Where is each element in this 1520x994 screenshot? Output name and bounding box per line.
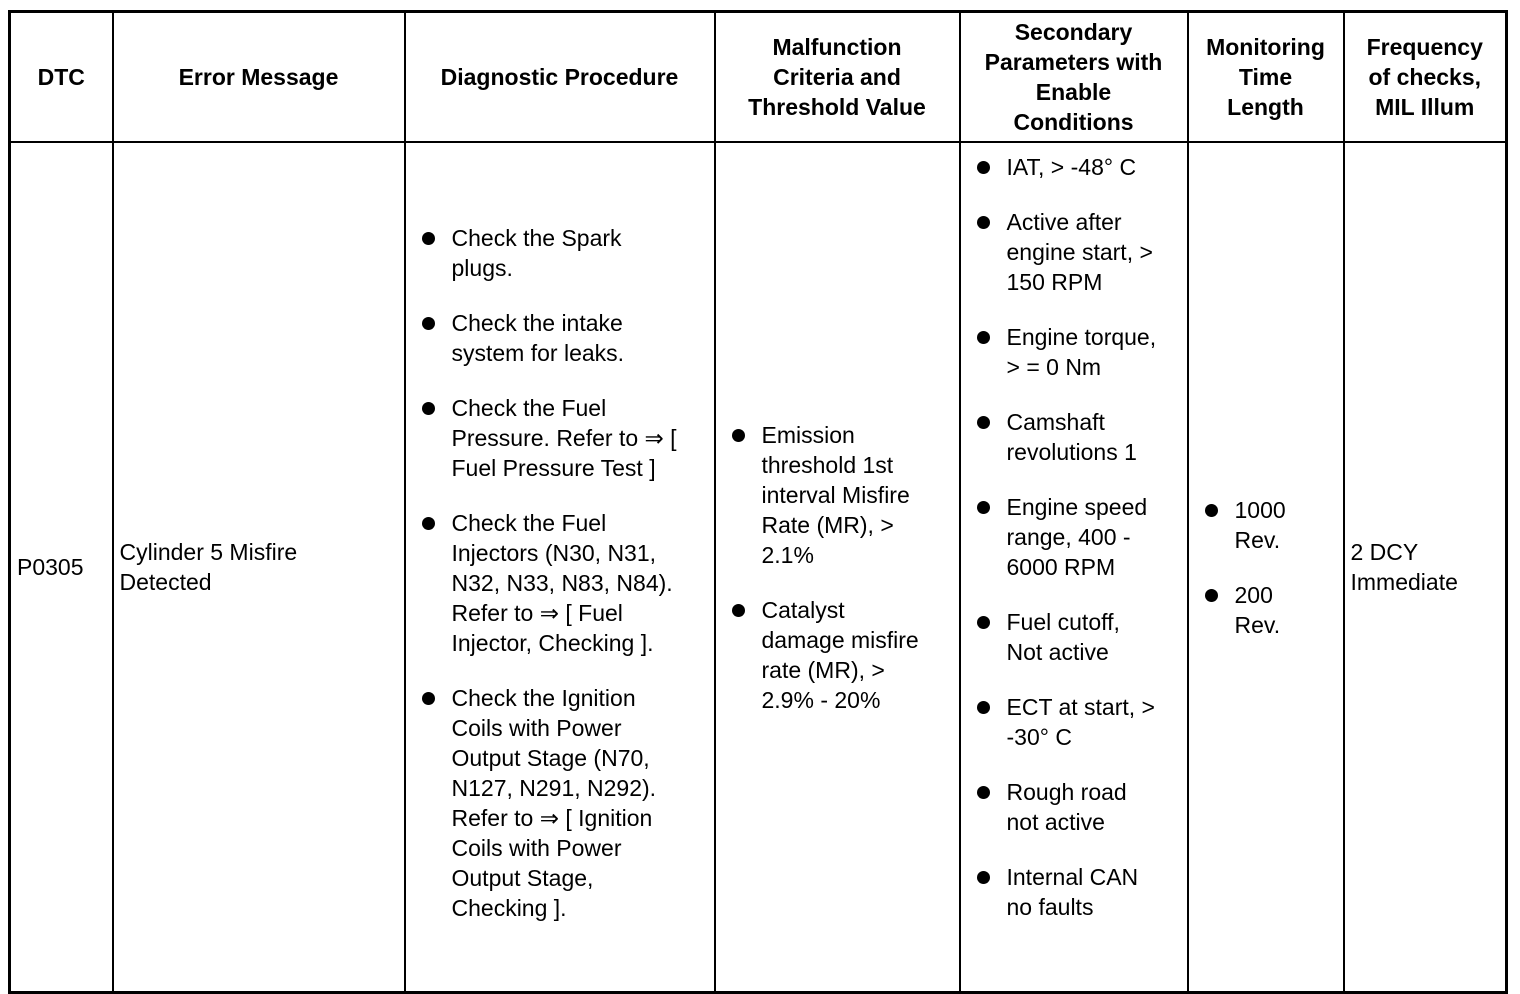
list-item-line: Coils with Power xyxy=(451,715,622,741)
list-item-line: Refer to ⇒ [ Ignition xyxy=(451,805,653,831)
list-item-line: no faults xyxy=(1006,894,1094,920)
list-item-line: Engine torque, xyxy=(1006,324,1157,350)
list-item-line: Emission xyxy=(761,421,855,448)
header-line: of checks, xyxy=(1368,64,1481,90)
list-item-line: 150 RPM xyxy=(1006,269,1103,295)
list-item-line: Rev. xyxy=(1234,611,1281,638)
list-item-line: Coils with Power xyxy=(451,835,622,861)
list-item xyxy=(961,862,1187,922)
list-item-line: rate (MR), > xyxy=(761,656,885,683)
list-item xyxy=(961,607,1187,667)
list-item-line: 200 xyxy=(1234,581,1273,608)
cell-line: 2 DCY xyxy=(1350,539,1419,565)
list-item xyxy=(406,508,714,658)
cell-secondary-parameters xyxy=(960,142,1188,993)
cell-dtc-code: P0305 xyxy=(10,142,113,993)
list-item-line: Rev. xyxy=(1234,526,1281,553)
list-item-line: plugs. xyxy=(451,255,513,281)
header-line: Enable xyxy=(1035,79,1112,105)
header-row xyxy=(10,12,1507,143)
list-item-line: Output Stage (N70, xyxy=(451,745,650,771)
header-line: Length xyxy=(1227,94,1304,120)
list-item-line: Output Stage, xyxy=(451,865,594,891)
list-item-line: Fuel Pressure Test ] xyxy=(451,455,656,481)
header-line: Conditions xyxy=(1013,109,1134,135)
list-item-line: Camshaft xyxy=(1006,409,1105,435)
header-diagnostic-procedure: Diagnostic Procedure xyxy=(405,12,715,143)
list-item-line: range, 400 - xyxy=(1006,524,1131,550)
list-item-line: damage misfire xyxy=(761,626,919,653)
procedure-list xyxy=(406,223,714,923)
cell-frequency xyxy=(1344,142,1507,993)
list-item xyxy=(961,692,1187,752)
list-item-line: Engine speed xyxy=(1006,494,1148,520)
list-item-line: Rough road xyxy=(1006,779,1127,805)
malfunction-list xyxy=(716,420,959,715)
header-line: Monitoring xyxy=(1206,34,1325,60)
cell-malfunction-criteria xyxy=(715,142,960,993)
header-frequency xyxy=(1344,12,1507,143)
header-line: Frequency xyxy=(1366,34,1483,60)
list-item-line: interval Misfire xyxy=(761,481,910,508)
list-item xyxy=(961,492,1187,582)
header-line: Criteria and xyxy=(773,64,901,90)
list-item-line: Not active xyxy=(1006,639,1109,665)
list-item xyxy=(406,223,714,283)
cell-line: Immediate xyxy=(1350,569,1458,595)
list-item-line: Check the Spark xyxy=(451,225,622,251)
cell-diagnostic-procedure xyxy=(405,142,715,993)
header-malfunction-criteria xyxy=(715,12,960,143)
cell-line: Cylinder 5 Misfire xyxy=(119,539,298,565)
list-item-line: ECT at start, > xyxy=(1006,694,1155,720)
list-item xyxy=(1189,580,1343,640)
list-item-line: 6000 RPM xyxy=(1006,554,1116,580)
header-line: Parameters with xyxy=(984,49,1163,75)
list-item-line: engine start, > xyxy=(1006,239,1153,265)
cell-monitoring-time xyxy=(1188,142,1344,993)
list-item-line: IAT, > -48° C xyxy=(1006,154,1137,180)
list-item xyxy=(406,683,714,923)
list-item-line: -30° C xyxy=(1006,724,1072,750)
list-item-line: Rate (MR), > xyxy=(761,511,894,538)
header-dtc: DTC xyxy=(10,12,113,143)
header-line: MIL Illum xyxy=(1375,94,1475,120)
list-item xyxy=(961,777,1187,837)
header-line: Malfunction xyxy=(772,34,902,60)
list-item-line: 2.9% - 20% xyxy=(761,686,881,713)
list-item-line: Check the intake xyxy=(451,310,623,336)
list-item-line: 2.1% xyxy=(761,541,814,568)
list-item-line: not active xyxy=(1006,809,1105,835)
list-item xyxy=(961,322,1187,382)
cell-line: Detected xyxy=(119,569,212,595)
list-item xyxy=(716,595,959,715)
list-item xyxy=(961,152,1187,182)
list-item-line: threshold 1st xyxy=(761,451,894,478)
list-item xyxy=(1189,495,1343,555)
header-line: Time xyxy=(1238,64,1293,90)
monitoring-list xyxy=(1189,495,1343,640)
table-row xyxy=(10,142,1507,993)
list-item-line: Fuel cutoff, xyxy=(1006,609,1120,635)
list-item xyxy=(406,308,714,368)
list-item-line: Pressure. Refer to ⇒ [ xyxy=(451,425,677,451)
list-item-line: Checking ]. xyxy=(451,895,567,921)
list-item-line: Active after xyxy=(1006,209,1122,235)
list-item xyxy=(716,420,959,570)
list-item-line: Check the Fuel xyxy=(451,510,607,536)
list-item-line: 1000 xyxy=(1234,496,1286,523)
header-secondary-parameters xyxy=(960,12,1188,143)
list-item-line: N127, N291, N292). xyxy=(451,775,657,801)
list-item-line: > = 0 Nm xyxy=(1006,354,1102,380)
header-line: Threshold Value xyxy=(748,94,926,120)
list-item xyxy=(961,207,1187,297)
list-item-line: Check the Ignition xyxy=(451,685,636,711)
secondary-list xyxy=(961,152,1187,922)
list-item-line: Refer to ⇒ [ Fuel xyxy=(451,600,623,626)
header-monitoring-time xyxy=(1188,12,1344,143)
list-item-line: Internal CAN xyxy=(1006,864,1139,890)
list-item-line: N32, N33, N83, N84). xyxy=(451,570,673,596)
list-item xyxy=(406,393,714,483)
list-item-line: revolutions 1 xyxy=(1006,439,1137,465)
dtc-table xyxy=(8,10,1508,994)
list-item-line: system for leaks. xyxy=(451,340,625,366)
list-item-line: Check the Fuel xyxy=(451,395,607,421)
header-line: Secondary xyxy=(1014,19,1133,45)
list-item-line: Injectors (N30, N31, xyxy=(451,540,657,566)
list-item-line: Catalyst xyxy=(761,596,845,623)
list-item xyxy=(961,407,1187,467)
cell-error-message xyxy=(113,142,405,993)
header-error-message: Error Message xyxy=(113,12,405,143)
list-item-line: Injector, Checking ]. xyxy=(451,630,654,656)
